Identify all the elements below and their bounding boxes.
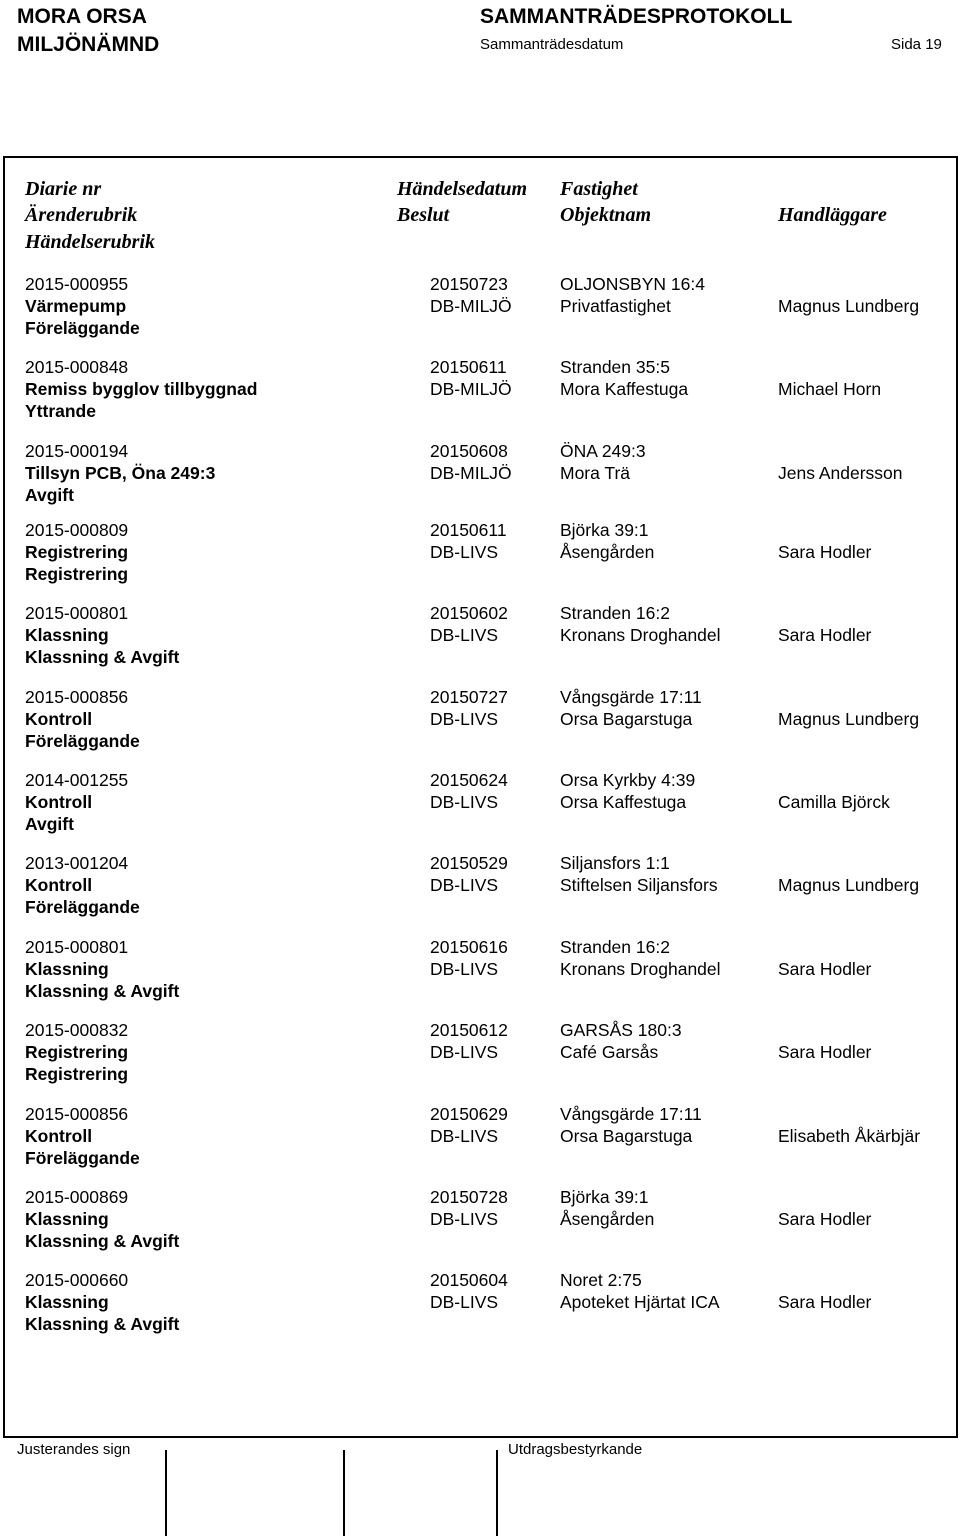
decision: DB-LIVS (430, 959, 499, 979)
case-subject: Värmepump (25, 296, 127, 316)
diarie-nr: 2015-000809 (25, 520, 129, 540)
decision: DB-MILJÖ (430, 379, 512, 399)
diarie-nr: 2015-000660 (25, 1270, 129, 1290)
case-entry (0, 440, 960, 508)
event-date: 20150529 (430, 853, 508, 873)
case-entry (0, 936, 960, 1004)
event-subject: Avgift (25, 814, 74, 834)
event-date: 20150604 (430, 1270, 508, 1290)
event-subject: Föreläggande (25, 897, 140, 917)
signature-divider (343, 1450, 345, 1536)
diarie-nr: 2015-000194 (25, 441, 129, 461)
case-subject: Kontroll (25, 1126, 93, 1146)
diarie-nr: 2015-000869 (25, 1187, 129, 1207)
property: ÖNA 249:3 (560, 441, 646, 461)
property: Vångsgärde 17:11 (560, 1104, 702, 1124)
decision: DB-LIVS (430, 709, 499, 729)
case-subject: Klassning (25, 1209, 109, 1229)
case-subject: Kontroll (25, 709, 93, 729)
decision: DB-LIVS (430, 1292, 499, 1312)
decision: DB-LIVS (430, 875, 499, 895)
object-name: Stiftelsen Siljansfors (560, 875, 718, 895)
event-subject: Yttrande (25, 401, 96, 421)
property: Stranden 35:5 (560, 357, 670, 377)
case-entry (0, 1269, 960, 1337)
event-date: 20150602 (430, 603, 508, 623)
justerandes-sign-label: Justerandes sign (17, 1441, 131, 1458)
case-subject: Klassning (25, 625, 109, 645)
event-subject: Klassning & Avgift (25, 1314, 180, 1334)
object-name: Orsa Bagarstuga (560, 1126, 693, 1146)
object-name: Kronans Droghandel (560, 959, 721, 979)
decision: DB-LIVS (430, 625, 499, 645)
case-officer: Sara Hodler (778, 1042, 872, 1062)
diarie-nr: 2015-000955 (25, 274, 129, 294)
diarie-nr: 2015-000848 (25, 357, 129, 377)
event-subject: Avgift (25, 485, 74, 505)
event-subject: Registrering (25, 1064, 129, 1084)
decision: DB-LIVS (430, 542, 499, 562)
signature-divider (165, 1450, 167, 1536)
event-date: 20150728 (430, 1187, 508, 1207)
column-header-objektnam: Objektnam (560, 204, 652, 226)
object-name: Mora Trä (560, 463, 631, 483)
decision: DB-LIVS (430, 1042, 499, 1062)
diarie-nr: 2015-000801 (25, 603, 129, 623)
property: GARSÅS 180:3 (560, 1020, 682, 1040)
diarie-nr: 2015-000801 (25, 937, 129, 957)
case-officer: Sara Hodler (778, 1292, 872, 1312)
column-header-fastighet: Fastighet (560, 178, 638, 200)
object-name: Orsa Kaffestuga (560, 792, 687, 812)
signature-footer (0, 1434, 960, 1536)
event-date: 20150612 (430, 1020, 508, 1040)
property: Björka 39:1 (560, 1187, 649, 1207)
event-subject: Klassning & Avgift (25, 981, 180, 1001)
case-officer: Sara Hodler (778, 959, 872, 979)
property: OLJONSBYN 16:4 (560, 274, 705, 294)
case-subject: Klassning (25, 1292, 109, 1312)
decision: DB-LIVS (430, 1126, 499, 1146)
object-name: Åsengården (560, 542, 655, 562)
object-name: Åsengården (560, 1209, 655, 1229)
decision: DB-LIVS (430, 1209, 499, 1229)
case-officer: Magnus Lundberg (778, 296, 920, 316)
decision: DB-MILJÖ (430, 463, 512, 483)
case-subject: Registrering (25, 1042, 129, 1062)
case-subject: Remiss bygglov tillbyggnad (25, 379, 258, 399)
event-date: 20150723 (430, 274, 508, 294)
event-date: 20150608 (430, 441, 508, 461)
case-subject: Klassning (25, 959, 109, 979)
case-entry (0, 769, 960, 837)
utdragsbestyrkande-label: Utdragsbestyrkande (508, 1441, 643, 1458)
case-officer: Michael Horn (778, 379, 882, 399)
committee-name-line1: MORA ORSA (17, 5, 147, 28)
diarie-nr: 2013-001204 (25, 853, 129, 873)
property: Vångsgärde 17:11 (560, 687, 702, 707)
property: Stranden 16:2 (560, 603, 670, 623)
object-name: Kronans Droghandel (560, 625, 721, 645)
case-entry (0, 852, 960, 920)
event-date: 20150611 (430, 520, 507, 540)
property: Björka 39:1 (560, 520, 649, 540)
column-header-arenderubrik: Ärenderubrik (25, 204, 138, 226)
column-header-handelsedatum: Händelsedatum (397, 178, 528, 200)
document-title: SAMMANTRÄDESPROTOKOLL (480, 5, 793, 28)
page-number: Sida 19 (891, 36, 942, 53)
case-entry (0, 1186, 960, 1254)
case-officer: Camilla Björck (778, 792, 890, 812)
event-subject: Registrering (25, 564, 129, 584)
event-subject: Föreläggande (25, 731, 140, 751)
event-date: 20150727 (430, 687, 508, 707)
column-header-handlaggare: Handläggare (778, 204, 887, 226)
property: Noret 2:75 (560, 1270, 642, 1290)
case-officer: Magnus Lundberg (778, 709, 920, 729)
property: Siljansfors 1:1 (560, 853, 670, 873)
column-header-diarie-nr: Diarie nr (25, 178, 102, 200)
case-subject: Registrering (25, 542, 129, 562)
case-subject: Tillsyn PCB, Öna 249:3 (25, 463, 216, 483)
case-entry (0, 519, 960, 587)
case-officer: Sara Hodler (778, 542, 872, 562)
case-officer: Jens Andersson (778, 463, 903, 483)
case-entry (0, 1019, 960, 1087)
object-name: Café Garsås (560, 1042, 659, 1062)
diarie-nr: 2015-000856 (25, 1104, 129, 1124)
object-name: Privatfastighet (560, 296, 671, 316)
event-date: 20150611 (430, 357, 507, 377)
meeting-date-label: Sammanträdesdatum (480, 36, 624, 53)
event-date: 20150616 (430, 937, 508, 957)
signature-divider (496, 1450, 498, 1536)
decision: DB-LIVS (430, 792, 499, 812)
object-name: Orsa Bagarstuga (560, 709, 693, 729)
case-subject: Kontroll (25, 875, 93, 895)
case-subject: Kontroll (25, 792, 93, 812)
diarie-nr: 2015-000856 (25, 687, 129, 707)
case-entry (0, 602, 960, 670)
case-officer: Sara Hodler (778, 625, 872, 645)
event-subject: Föreläggande (25, 1148, 140, 1168)
case-entry (0, 686, 960, 754)
case-entry (0, 1103, 960, 1171)
case-officer: Sara Hodler (778, 1209, 872, 1229)
event-subject: Föreläggande (25, 318, 140, 338)
diarie-nr: 2014-001255 (25, 770, 129, 790)
object-name: Mora Kaffestuga (560, 379, 689, 399)
property: Orsa Kyrkby 4:39 (560, 770, 696, 790)
case-entry (0, 273, 960, 341)
decision: DB-MILJÖ (430, 296, 512, 316)
object-name: Apoteket Hjärtat ICA (560, 1292, 720, 1312)
event-subject: Klassning & Avgift (25, 647, 180, 667)
committee-name-line2: MILJÖNÄMND (17, 33, 160, 56)
case-officer: Elisabeth Åkärbjär (778, 1126, 921, 1146)
column-header-beslut: Beslut (397, 204, 450, 226)
case-entry (0, 356, 960, 424)
column-header-handelserubrik: Händelserubrik (25, 231, 156, 253)
event-subject: Klassning & Avgift (25, 1231, 180, 1251)
event-date: 20150624 (430, 770, 508, 790)
diarie-nr: 2015-000832 (25, 1020, 129, 1040)
property: Stranden 16:2 (560, 937, 670, 957)
case-officer: Magnus Lundberg (778, 875, 920, 895)
event-date: 20150629 (430, 1104, 508, 1124)
